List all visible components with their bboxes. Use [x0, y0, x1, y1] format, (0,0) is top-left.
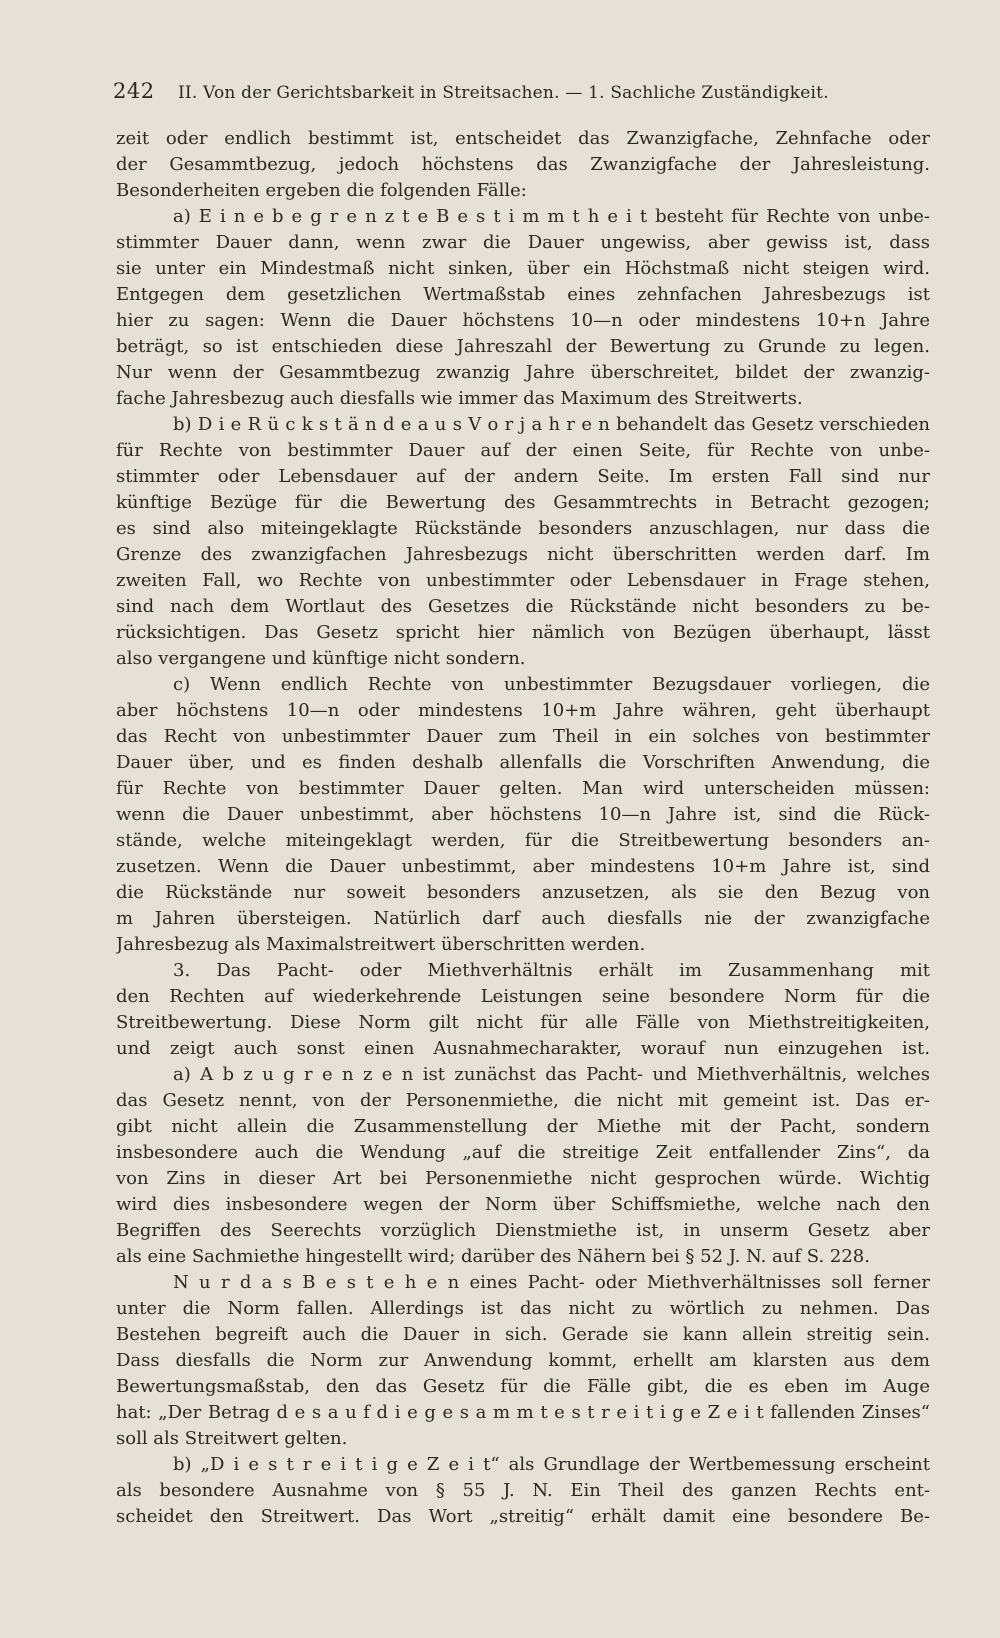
page-header — [113, 76, 903, 106]
text-line: und zeigt auch sonst einen Ausnahmecharakter, worauf nun einzugehen ist. — [116, 1038, 930, 1059]
text-line: das Gesetz nennt, von der Personenmiethe, die nicht mit gemeint ist. Das er- — [116, 1090, 930, 1111]
text-line: a) A b z u g r e n z e n ist zunächst das Pacht- und Miethverhältnis, welches — [173, 1064, 930, 1085]
text-line: scheidet den Streitwert. Das Wort „streitig“ erhält damit eine besondere Be- — [116, 1506, 930, 1527]
text-line: Dauer über, und es finden deshalb allenfalls die Vorschriften Anwendung, die — [116, 752, 930, 773]
text-line: Bewertungsmaßstab, den das Gesetz für die Fälle gibt, die es eben im Auge — [116, 1376, 930, 1397]
text-line: Jahresbezug als Maximalstreitwert überschritten werden. — [116, 934, 646, 955]
text-line: Dass diesfalls die Norm zur Anwendung kommt, erhellt am klarsten aus dem — [116, 1350, 930, 1371]
text-line: soll als Streitwert gelten. — [116, 1428, 348, 1449]
text-line: aber höchstens 10—n oder mindestens 10+m Jahre währen, geht überhaupt — [116, 700, 930, 721]
text-line: hat: „Der Betrag d e s a u f d i e g e s a m m t e s t r e i t i g e Z e i t fallenden Zinses“ — [116, 1402, 930, 1423]
text-line: Grenze des zwanzigfachen Jahresbezugs nicht überschritten werden darf. Im — [116, 544, 930, 565]
running-head: II. Von der Gerichtsbarkeit in Streitsachen. — 1. Sachliche Zuständigkeit. — [178, 83, 829, 103]
text-line: Streitbewertung. Diese Norm gilt nicht für alle Fälle von Miethstreitigkeiten, — [116, 1012, 930, 1033]
body-text — [116, 126, 930, 1530]
text-line: wenn die Dauer unbestimmt, aber höchstens 10—n Jahre ist, sind die Rück- — [116, 804, 930, 825]
text-line: fache Jahresbezug auch diesfalls wie immer das Maximum des Streitwerts. — [116, 388, 803, 409]
text-line: unter die Norm fallen. Allerdings ist das nicht zu wörtlich zu nehmen. Das — [116, 1298, 930, 1319]
text-line: N u r d a s B e s t e h e n eines Pacht- oder Miethverhältnisses soll ferner — [173, 1272, 930, 1293]
text-line: sind nach dem Wortlaut des Gesetzes die Rückstände nicht besonders zu be- — [116, 596, 930, 617]
text-line: künftige Bezüge für die Bewertung des Gesammtrechts in Betracht gezogen; — [116, 492, 930, 513]
text-line: hier zu sagen: Wenn die Dauer höchstens 10—n oder mindestens 10+n Jahre — [116, 310, 930, 331]
text-line: also vergangene und künftige nicht sondern. — [116, 648, 526, 669]
text-line: Entgegen dem gesetzlichen Wertmaßstab eines zehnfachen Jahresbezugs ist — [116, 284, 930, 305]
text-line: insbesondere auch die Wendung „auf die streitige Zeit entfallender Zins“, da — [116, 1142, 930, 1163]
text-line: wird dies insbesondere wegen der Norm über Schiffsmiethe, welche nach den — [116, 1194, 930, 1215]
text-line: Besonderheiten ergeben die folgenden Fälle: — [116, 180, 527, 201]
text-line: als besondere Ausnahme von § 55 J. N. Ein Theil des ganzen Rechts ent- — [116, 1480, 930, 1501]
text-line: rücksichtigen. Das Gesetz spricht hier nämlich von Bezügen überhaupt, lässt — [116, 622, 930, 643]
text-line: b) „D i e s t r e i t i g e Z e i t“ als Grundlage der Wertbemessung erscheint — [173, 1454, 930, 1475]
text-line: für Rechte von bestimmter Dauer auf der einen Seite, für Rechte von unbe- — [116, 440, 930, 461]
text-line: Begriffen des Seerechts vorzüglich Dienstmiethe ist, in unserm Gesetz aber — [116, 1220, 930, 1241]
text-line: Bestehen begreift auch die Dauer in sich. Gerade sie kann allein streitig sein. — [116, 1324, 930, 1345]
text-line: c) Wenn endlich Rechte von unbestimmter Bezugsdauer vorliegen, die — [173, 674, 930, 695]
text-line: das Recht von unbestimmter Dauer zum Theil in ein solches von bestimmter — [116, 726, 930, 747]
text-line: a) E i n e b e g r e n z t e B e s t i m m t h e i t besteht für Rechte von unbe- — [173, 206, 930, 227]
text-line: der Gesammtbezug, jedoch höchstens das Zwanzigfache der Jahresleistung. — [116, 154, 930, 175]
text-line: b) D i e R ü c k s t ä n d e a u s V o r j a h r e n behandelt das Gesetz verschieden — [173, 414, 930, 435]
text-line: 3. Das Pacht- oder Miethverhältnis erhält im Zusammenhang mit — [173, 960, 930, 981]
text-line: von Zins in dieser Art bei Personenmiethe nicht gesprochen würde. Wichtig — [116, 1168, 930, 1189]
text-line: Nur wenn der Gesammtbezug zwanzig Jahre überschreitet, bildet der zwanzig- — [116, 362, 930, 383]
text-line: zeit oder endlich bestimmt ist, entscheidet das Zwanzigfache, Zehnfache oder — [116, 128, 930, 149]
text-line: stimmter Dauer dann, wenn zwar die Dauer ungewiss, aber gewiss ist, dass — [116, 232, 930, 253]
text-line: stimmter oder Lebensdauer auf der andern Seite. Im ersten Fall sind nur — [116, 466, 930, 487]
text-line: sie unter ein Mindestmaß nicht sinken, über ein Höchstmaß nicht steigen wird. — [116, 258, 930, 279]
text-line: als eine Sachmiethe hingestellt wird; darüber des Nähern bei § 52 J. N. auf S. 228. — [116, 1246, 870, 1267]
text-line: m Jahren übersteigen. Natürlich darf auch diesfalls nie der zwanzigfache — [116, 908, 930, 929]
page-number: 242 — [113, 79, 155, 103]
text-line: zweiten Fall, wo Rechte von unbestimmter oder Lebensdauer in Frage stehen, — [116, 570, 930, 591]
text-line: zusetzen. Wenn die Dauer unbestimmt, aber mindestens 10+m Jahre ist, sind — [116, 856, 930, 877]
text-line: den Rechten auf wiederkehrende Leistungen seine besondere Norm für die — [116, 986, 930, 1007]
text-line: für Rechte von bestimmter Dauer gelten. Man wird unterscheiden müssen: — [116, 778, 930, 799]
text-line: die Rückstände nur soweit besonders anzusetzen, als sie den Bezug von — [116, 882, 930, 903]
text-line: es sind also miteingeklagte Rückstände besonders anzuschlagen, nur dass die — [116, 518, 930, 539]
text-line: gibt nicht allein die Zusammenstellung der Miethe mit der Pacht, sondern — [116, 1116, 930, 1137]
text-line: stände, welche miteingeklagt werden, für die Streitbewertung besonders an- — [116, 830, 930, 851]
text-line: beträgt, so ist entschieden diese Jahreszahl der Bewertung zu Grunde zu legen. — [116, 336, 930, 357]
